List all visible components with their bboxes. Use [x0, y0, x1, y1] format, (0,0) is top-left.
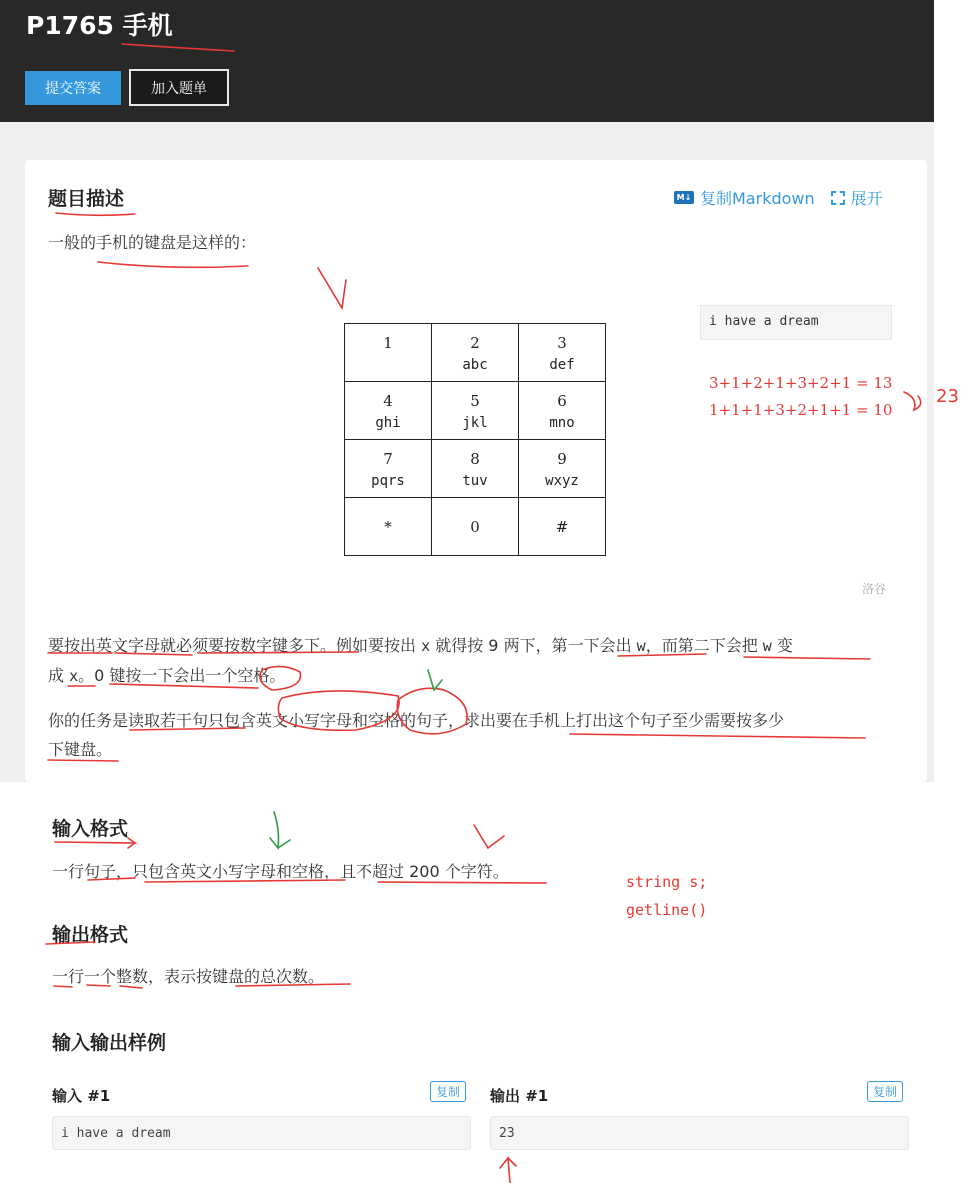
problem-title: P1765 手机 [26, 11, 173, 40]
annotation-total: 23 [936, 386, 959, 407]
description-heading: 题目描述 [48, 188, 125, 210]
sample-input-box[interactable]: i have a dream [52, 1116, 471, 1150]
key-1: 1 [345, 324, 432, 382]
green-arrow-2 [270, 812, 290, 848]
key-8: 8 tuv [432, 440, 519, 498]
sample-output-box[interactable]: 23 [490, 1116, 909, 1150]
description-paragraph-2b: 下键盘。 [48, 740, 113, 759]
keypad-table [344, 323, 606, 556]
expand-icon[interactable] [831, 191, 845, 205]
annotation-code-1: string s; [626, 873, 708, 891]
annotation-calc-1: 3+1+2+1+3+2+1 = 13 [709, 374, 893, 392]
input-format-heading: 输入格式 [52, 818, 129, 840]
key-5: 5 jkl [432, 382, 519, 440]
annotation-calc-2: 1+1+1+3+2+1+1 = 10 [709, 401, 893, 419]
key-hash: # [519, 498, 606, 556]
description-intro: 一般的手机的键盘是这样的： [48, 233, 257, 252]
copy-markdown-link[interactable]: 复制Markdown [700, 189, 815, 208]
annotation-sample-box: i have a dream [700, 305, 892, 340]
key-7: 7 pqrs [345, 440, 432, 498]
description-actions [674, 186, 883, 209]
input-format-text: 一行句子，只包含英文小写字母和空格，且不超过 200 个字符。 [52, 862, 509, 881]
key-9: 9 wxyz [519, 440, 606, 498]
arrow-output [500, 1158, 516, 1183]
luogu-watermark: 洛谷 [862, 582, 887, 596]
sample-input-title: 输入 #1 [52, 1087, 111, 1105]
samples-heading: 输入输出样例 [52, 1032, 167, 1054]
expand-link[interactable]: 展开 [850, 189, 883, 208]
key-2: 2 abc [432, 324, 519, 382]
key-4: 4 ghi [345, 382, 432, 440]
copy-output-button[interactable]: 复制 [867, 1081, 903, 1102]
key-3: 3 def [519, 324, 606, 382]
submit-answer-button[interactable]: 提交答案 [25, 71, 121, 105]
output-format-text: 一行一个整数，表示按键盘的总次数。 [52, 967, 325, 986]
key-0: 0 [432, 498, 519, 556]
description-paragraph-1: 要按出英文字母就必须要按数字键多下。例如要按出 x 就得按 9 两下，第一下会出 w，而第二下会把 w 变 [48, 636, 793, 655]
annotation-code-2: getline() [626, 901, 708, 919]
sample-output-title: 输出 #1 [490, 1087, 549, 1105]
problem-header [0, 0, 934, 122]
description-paragraph-2: 你的任务是读取若干句只包含英文小写字母和空格的句子，求出要在手机上打出这个句子至少需要按多少 [48, 711, 785, 730]
key-star: * [345, 498, 432, 556]
key-6: 6 mno [519, 382, 606, 440]
markdown-icon: M↓ [674, 191, 694, 204]
copy-input-button[interactable]: 复制 [430, 1081, 466, 1102]
description-paragraph-1b: 成 x。0 键按一下会出一个空格。 [48, 666, 286, 685]
output-format-heading: 输出格式 [52, 924, 129, 946]
add-to-list-button[interactable]: 加入题单 [129, 69, 229, 106]
